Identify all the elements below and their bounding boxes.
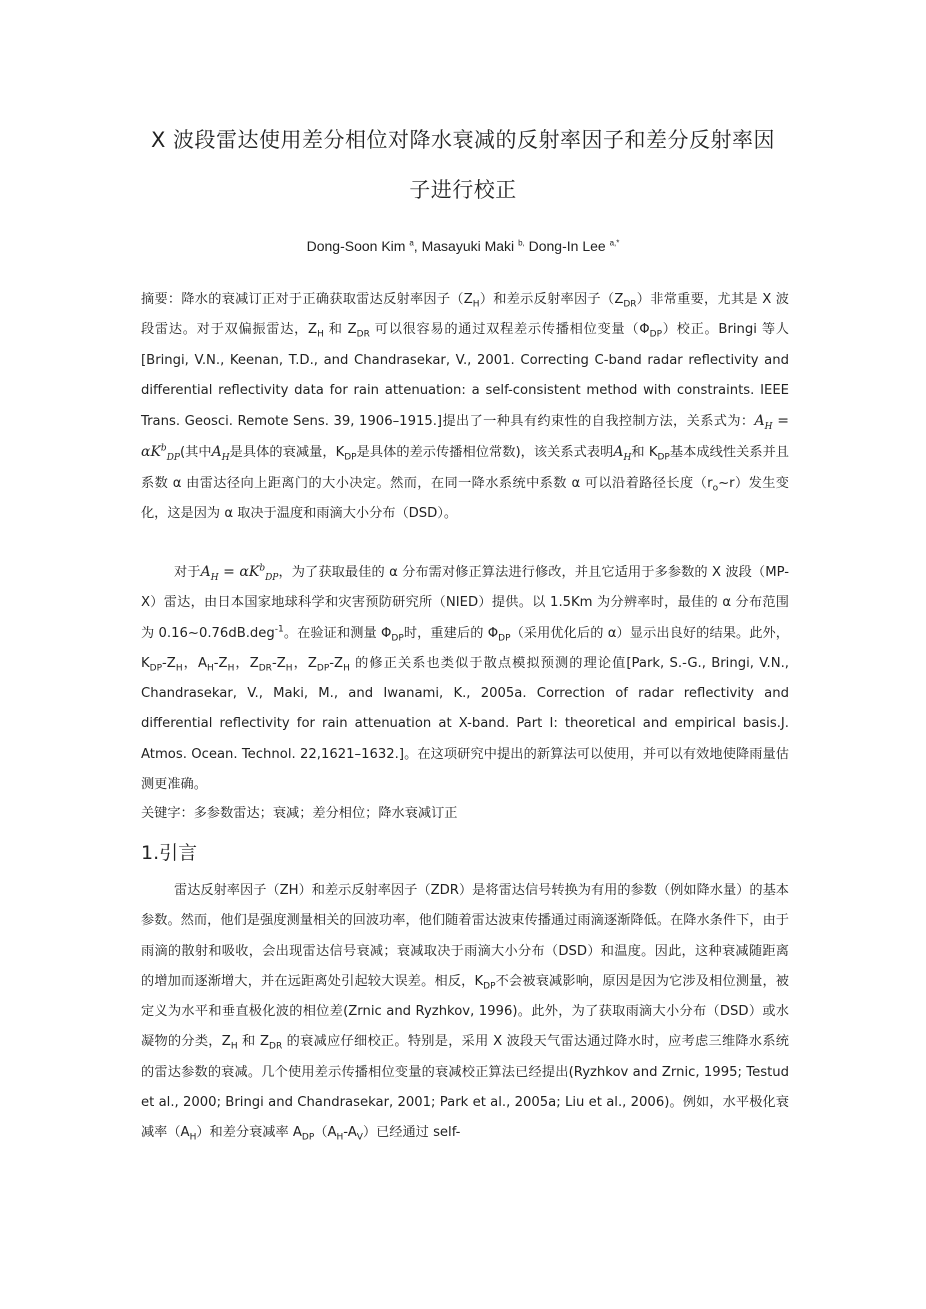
- author-name: Dong-In Lee: [528, 238, 606, 254]
- author-name: Masayuki Maki: [421, 238, 515, 254]
- paper-title-line-2: 子进行校正: [409, 178, 517, 202]
- equation: $A_H = \alpha K^b_{DP}$: [141, 413, 789, 464]
- abstract-paragraph-2: 对于$A_H = \alpha K^b_{DP}$，为了获取最佳的 α 分布需对修正算法进行修改，并且它适用于多参数的 X 波段（MP-X）雷达，由日本国家地球科学和灾害预防研究所（NIED）提供。以 1.5Km 为分辨率时，最佳的 α 分布范围为 0.16~0.76dB.deg$^{-1}$。在验证和测量 $\Phi_{DP}$时，重建后的 $\Phi_{DP}$（采用优化后的 α）显示出良好的结果。此外，$K_{DP}-Z_H$，$A_H-Z_H$，$Z_{DR}-Z_H$，$Z_{DP}-Z_H$ 的修正关系也类似于散点模拟预测的理论值[Park, S.-G., Bringi, V.N., Chandrasekar, V., Maki, M., and Iwanami, K., 2005a. Correction of radar reflectivity and differential reflectivity for rain attenuation at X-band. Part I: theoretical and empirical basis.J. Atmos. Ocean. Technol. 22,1621–1632.]。在这项研究中提出的新算法可以使用，并可以有效地使降雨量估测更准确。: [141, 563, 790, 793]
- keywords-line: 关键字：多参数雷达；衰减；差分相位；降水衰减订正: [141, 806, 458, 821]
- author-list: Dong-Soon Kim $^a$, Masayuki Maki $^{b,}$ Dong-In Lee $^{a,*}$: [306, 238, 620, 254]
- paper-title-line-1: X 波段雷达使用差分相位对降水衰减的反射率因子和差分反射率因: [150, 128, 776, 152]
- author-affiliation: a: [409, 238, 414, 248]
- author-affiliation: a,*: [609, 238, 620, 248]
- section-heading: 1.引言: [141, 842, 198, 864]
- equation: $A_H = \alpha K^b_{DP}$: [200, 563, 279, 583]
- introduction-paragraph: 雷达反射率因子（ZH）和差示反射率因子（ZDR）是将雷达信号转换为有用的参数（例如降水量）的基本参数。然而，他们是强度测量相关的回波功率，他们随着雷达波束传播通过雨滴逐渐降低。在降水条件下，由于雨滴的散射和吸收，会出现雷达信号衰减；衰减取决于雨滴大小分布（DSD）和温度。因此，这种衰减随距离的增加而逐渐增大，并在远距离处引起较大误差。相反，$K_{DP}$不会被衰减影响，原因是因为它涉及相位测量，被定义为水平和垂直极化波的相位差(Zrnic and Ryzhkov, 1996)。此外，为了获取雨滴大小分布（DSD）或水凝物的分类，$Z_H$ 和 $Z_{DR}$ 的衰减应仔细校正。特别是，采用 X 波段天气雷达通过降水时，应考虑三维降水系统的雷达参数的衰减。几个使用差示传播相位变量的衰减校正算法已经提出(Ryzhkov and Zrnic, 1995; Testud et al., 2000; Bringi and Chandrasekar, 2001; Park et al., 2005a; Liu et al., 2006)。例如，水平极化衰减率$(A_H)$和差分衰减率 $A_{DP}(A_H-A_V)$已经通过 self-: [141, 883, 789, 1144]
- author-affiliation: b,: [518, 238, 525, 248]
- author-name: Dong-Soon Kim: [306, 238, 406, 254]
- abstract-paragraph: 摘要：降水的衰减订正对于正确获取雷达反射率因子$(Z_H)$和差示反射率因子$(Z_{DR})$非常重要，尤其是 X 波段雷达。对于双偏振雷达，$Z_H$ 和 $Z_{DR}$ 可以很容易的通过双程差示传播相位变量$(\Phi_{DP})$校正。Bringi 等人[Bringi, V.N., Keenan, T.D., and Chandrasekar, V., 2001. Correcting C-band radar reflectivity and differential reflectivity data for rain attenuation: a self-consistent method with constraints. IEEE Trans. Geosci. Remote Sens. 39, 1906–1915.]提出了一种具有约束性的自我控制方法，关系式为：$A_H = \alpha K^b_{DP}$(其中$A_H$是具体的衰减量，$K_{DP}$是具体的差示传播相位常数)，该关系式表明$A_H$和 $K_{DP}$基本成线性关系并且系数 α 由雷达径向上距离门的大小决定。然而，在同一降水系统中系数 α 可以沿着路径长度$(r_o\sim r)$发生变化，这是因为 α 取决于温度和雨滴大小分布（DSD）。: [141, 292, 789, 522]
